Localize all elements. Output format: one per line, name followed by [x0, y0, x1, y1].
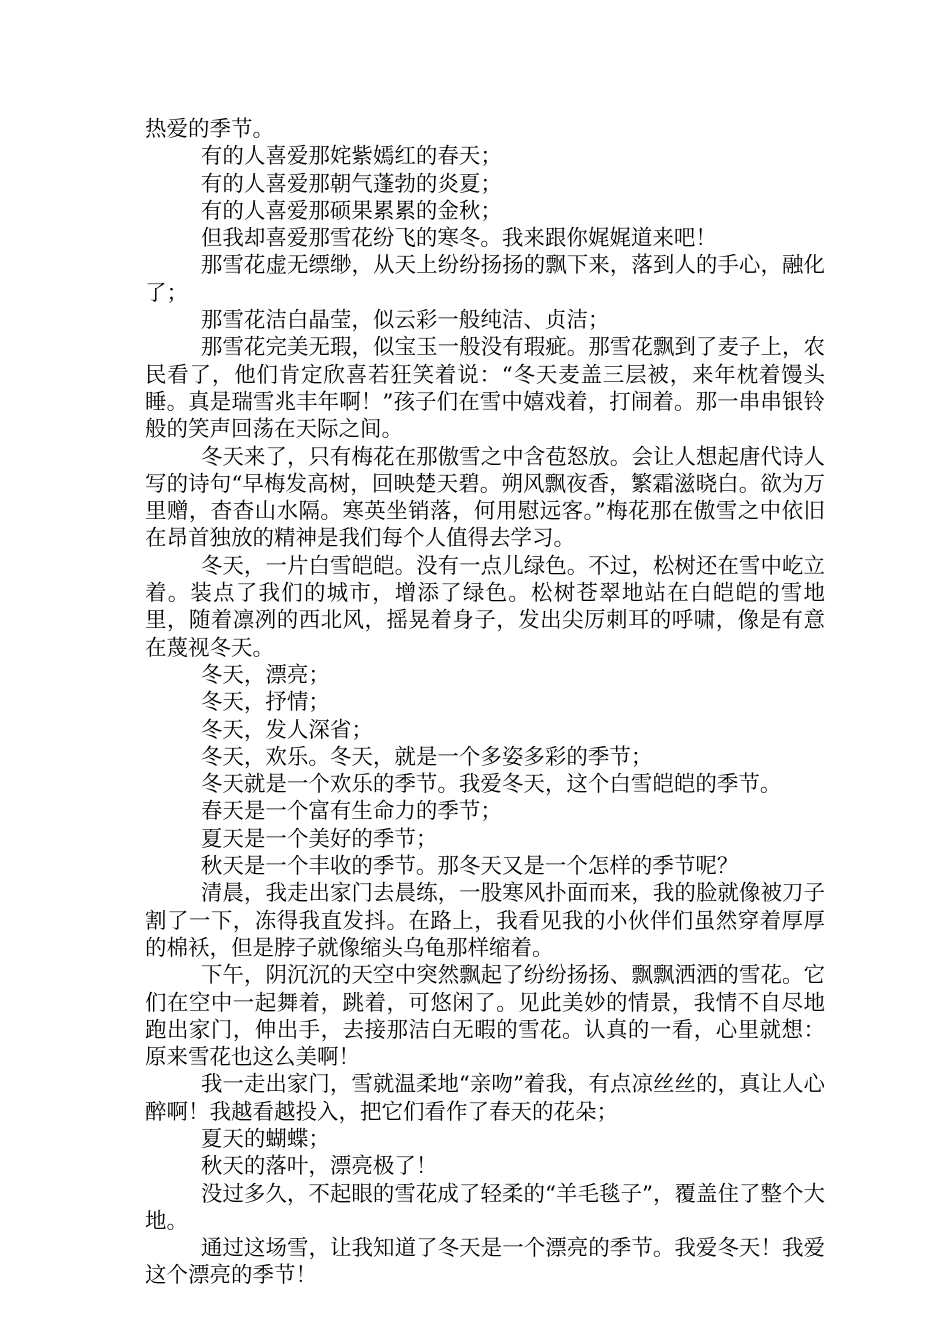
paragraph: 冬天，漂亮； [200, 662, 330, 688]
paragraph: 有的人喜爱那姹紫嫣红的春天； [200, 144, 502, 170]
paragraph: 但我却喜爱那雪花纷飞的寒冬。我来跟你娓娓道来吧！ [200, 226, 717, 252]
paragraph: 冬天，发人深省； [200, 717, 373, 743]
paragraph: 热爱的季节。 [145, 117, 275, 142]
paragraph: 有的人喜爱那朝气蓬勃的炎夏； [200, 171, 502, 197]
paragraph: 秋天是一个丰收的季节。那冬天又是一个怎样的季节呢？ [200, 854, 739, 880]
paragraph: 夏天是一个美好的季节； [200, 826, 438, 852]
paragraph: 春天是一个富有生命力的季节； [200, 799, 502, 825]
paragraph: 通过这场雪，让我知道了冬天是一个漂亮的季节。我爱冬天！我爱这个漂亮的季节！ [145, 1236, 825, 1289]
paragraph: 我一走出家门，雪就温柔地“亲吻”着我，有点凉丝丝的，真让人心醉啊！我越看越投入，把它们看作了春天的花朵； [145, 1072, 825, 1125]
paragraph: 清晨，我走出家门去晨练，一股寒风扑面而来，我的脸就像被刀子割了一下，冻得我直发抖。在路上，我看见我的小伙伴们虽然穿着厚厚的棉袄，但是脖子就像缩头乌龟那样缩着。 [145, 881, 825, 961]
paragraph: 有的人喜爱那硕果累累的金秋； [200, 198, 502, 224]
paragraph: 没过多久，不起眼的雪花成了轻柔的“羊毛毯子”，覆盖住了整个大地。 [145, 1181, 825, 1234]
paragraph: 下午，阴沉沉的天空中突然飘起了纷纷扬扬、飘飘洒洒的雪花。它们在空中一起舞着，跳着，可悠闲了。见此美妙的情景，我情不自尽地跑出家门，伸出手，去接那洁白无暇的雪花。认真的一看，心里就想：原来雪花也这么美啊！ [145, 963, 825, 1071]
paragraph: 冬天，欢乐。冬天，就是一个多姿多彩的季节； [200, 744, 653, 770]
document-body [145, 116, 825, 1290]
paragraph: 那雪花虚无缥缈，从天上纷纷扬扬的飘下来，落到人的手心，融化了； [145, 253, 825, 306]
paragraph: 夏天的蝴蝶； [200, 1126, 330, 1152]
paragraph: 冬天就是一个欢乐的季节。我爱冬天，这个白雪皑皑的季节。 [200, 772, 782, 798]
paragraph: 冬天，抒情； [200, 690, 330, 716]
paragraph: 冬天来了，只有梅花在那傲雪之中含苞怒放。会让人想起唐代诗人写的诗句“早梅发高树，回映楚天碧。朔风飘夜香，繁霜滋晓白。欲为万里赠，杳杳山水隔。寒英坐销落，何用慰远客。”梅花那在傲雪之中依旧在昂首独放的精神是我们每个人值得去学习。 [145, 444, 825, 552]
paragraph: 那雪花洁白晶莹，似云彩一般纯洁、贞洁； [200, 308, 610, 334]
paragraph: 冬天，一片白雪皑皑。没有一点儿绿色。不过，松树还在雪中屹立着。装点了我们的城市，增添了绿色。松树苍翠地站在白皑皑的雪地里，随着凛冽的西北风，摇晃着身子，发出尖厉刺耳的呼啸，像是有意在蔑视冬天。 [145, 553, 825, 661]
paragraph: 秋天的落叶，漂亮极了！ [200, 1154, 438, 1180]
paragraph: 那雪花完美无瑕，似宝玉一般没有瑕疵。那雪花飘到了麦子上，农民看了，他们肯定欣喜若狂笑着说：“冬天麦盖三层被，来年枕着馒头睡。真是瑞雪兆丰年啊！”孩子们在雪中嬉戏着，打闹着。那一串串银铃般的笑声回荡在天际之间。 [145, 335, 825, 443]
